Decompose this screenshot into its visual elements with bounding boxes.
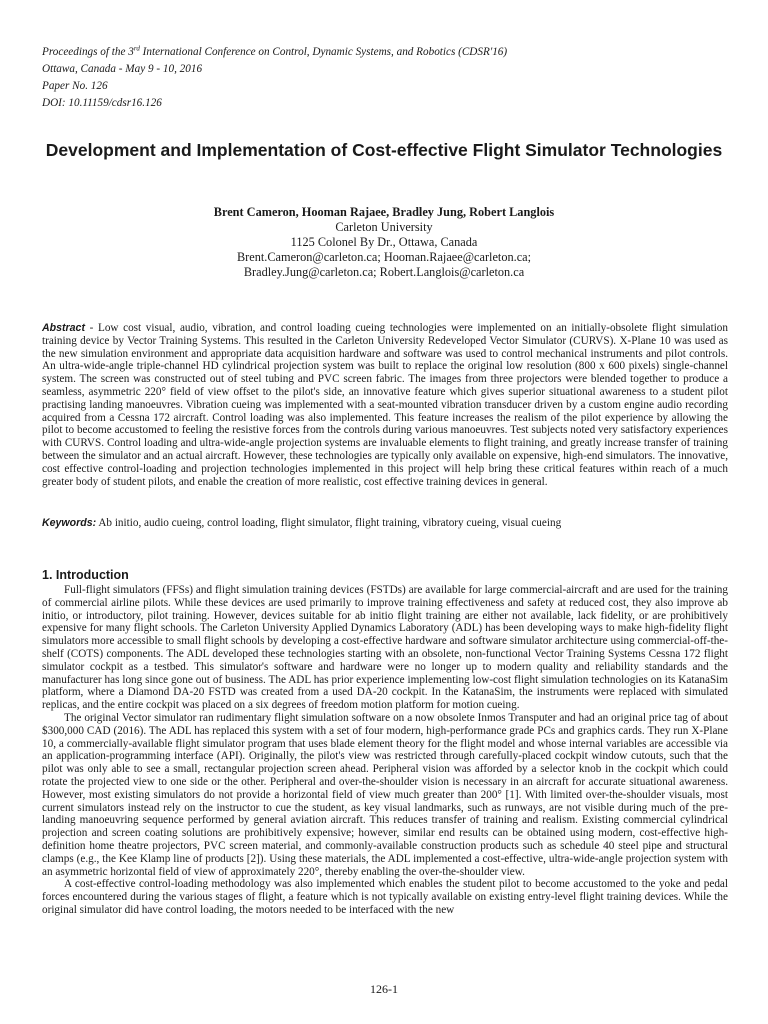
location-date-line: Ottawa, Canada - May 9 - 10, 2016 [42,63,203,75]
address: 1125 Colonel By Dr., Ottawa, Canada [290,235,478,249]
affiliation: Carleton University [335,220,433,234]
abstract-text: - Low cost visual, audio, vibration, and control loading cueing technologies were implemented on an initially-obsolete flight simulation training device by Vector Training Systems. This resulted in the Carleton University Redeveloped Vector Simulator (CURVS). X-Plane 10 was used as the new simulation environment and appropriate data acquisition hardware and software was used to control mechanical instruments and pilot controls. An ultra-wide-angle triple-channel HD cylindrical projection system was built to replace the original low resolution (800 x 600 pixels) single-channel system. The screen was constructed out of steel tubing and PVC screen fabric. The images from three projectors were blended together to produce a seamless, asymmetric 220° field of view offset to the pilot's side, an innovative feature which gives superior situational awareness to a student pilot practising landing manoeuvres. Vibration cueing was implemented with a seat-mounted vibration transducer driven by a custom engine audio recording acquired from a Cessna 172 aircraft. Control loading was also implemented. This feature increases the realism of the pilot experience by allowing the pilot to become accustomed to feeling the resistive forces from the controls during various manoeuvres. Test subjects noted very satisfactory experiences with CURVS. Control loading and ultra-wide-angle projection systems are invaluable elements to flight training, and greatly increase transfer of training between the simulator and an actual aircraft. However, these technologies are typically only available on expensive, high-end simulators. The innovative, cost effective control-loading and projection technologies implemented in this project will help bring these critical features within reach of a much greater body of student pilots, and enable the creation of more realistic, cost effective training devices in general. [42,322,728,488]
introduction-body [42,584,728,917]
author-block [40,205,728,280]
author-names: Brent Cameron, Hooman Rajaee, Bradley Jung, Robert Langlois [213,205,555,219]
paragraph: The original Vector simulator ran rudimentary flight simulation software on a now obsolete Inmos Transputer and had an original price tag of about $300,000 CAD (2016). The ADL has replaced this system with a set of four modern, high-performance grade PCs and graphics cards. They run X-Plane 10, a commercially-available flight simulator program that uses blade element theory for the flight model and whose internal variables are accessible via an application-programming interface (API). Originally, the pilot's view was restricted through carefully-placed cockpit window cutouts, such that the pilot was only able to see a small, rectangular projection screen ahead. Peripheral vision was afforded by a selector knob in the cockpit which could rotate the projected view to one side or the other. Peripheral and over-the-shoulder vision is necessary in an aircraft for accurate situational awareness. However, most existing simulators do not provide a horizontal field of view much greater than 200° [1]. With limited over-the-shoulder visuals, most current simulators instead rely on the instructor to cue the student, as key visual landmarks, such as runways, are not visible during much of the pre-landing manoeuvring sequence performed by general aviation aircraft. This reduces transfer of training and realism. Existing commercial cylindrical projection and screen coating solutions are prohibitively expensive; however, similar end results can be obtained using modern, cost-effective high-definition home theatre projectors, PVC screen material, and commonly-available construction products such as schedule 40 steel pipe and structural clamps (e.g., the Kee Klamp line of products [2]). Using these materials, the ADL implemented a cost-effective, ultra-wide-angle projection system with an asymmetric horizontal field of view of approximately 220°, thereby enabling the over-the-shoulder view. [42,711,728,878]
page-number: 126-1 [370,982,398,996]
abstract [42,322,728,488]
doi-line: DOI: 10.11159/cdsr16.126 [42,97,162,109]
abstract-label: Abstract [42,322,85,334]
paper-number-line: Paper No. 126 [42,80,108,92]
paragraph: A cost-effective control-loading methodology was also implemented which enables the student pilot to become accustomed to the yoke and pedal forces encountered during the various stages of flight, a feature which is not typically available on existing entry-level flight training devices. While the original simulator did have control loading, the motors needed to be interfaced with the new [42,878,728,916]
keywords-text: Ab initio, audio cueing, control loading, flight simulator, flight training, vibratory cueing, visual cueing [96,517,562,529]
ordinal-superscript: rd [133,44,140,53]
keywords [42,517,728,530]
emails-line-2: Bradley.Jung@carleton.ca; Robert.Langlois@carleton.ca [243,265,525,279]
proceedings-header [42,44,732,112]
conference-line [42,44,732,61]
keywords-label: Keywords: [42,517,97,529]
emails-line-1: Brent.Cameron@carleton.ca; Hooman.Rajaee@carleton.ca; [236,250,532,264]
conference-name-end: International Conference on Control, Dynamic Systems, and Robotics (CDSR'16) [139,46,508,58]
paragraph: Full-flight simulators (FFSs) and flight simulation training devices (FSTDs) are available for large commercial-aircraft and are used for the training of commercial airline pilots. While these devices are used primarily to improve training effectiveness and safety at reduced cost, they also improve ab initio, or introductory, pilot training. However, devices suitable for ab initio flight training are either not available, lack fidelity, or are prohibitively expensive for many flight schools. The Carleton University Applied Dynamics Laboratory (ADL) has been developing ways to make high-fidelity flight simulators more accessible to small flight schools by developing a cost-effective hardware and software simulator architecture using commercial-off-the-shelf (COTS) components. The ADL developed these technologies starting with an obsolete, non-functional Vector Training Systems Cessna 172 flight simulator cockpit as a testbed. This simulator's software and hardware were no longer up to modern quality and reliability standards and the manufacturer has long since gone out of business. The ADL has prior experience implementing low-cost flight simulation technologies on its KatanaSim platform, where a Diamond DA-20 FSTD was created from a used DA-20 cockpit. In the KatanaSim, the instruments were replaced with simulated replicas, and the entire cockpit was placed on a six degrees of freedom motion platform for motion cueing. [42,584,728,712]
paper-title: Development and Implementation of Cost-effective Flight Simulator Technologies [45,140,723,160]
conference-name-start: Proceedings of the 3 [42,46,134,58]
section-heading-introduction: 1. Introduction [42,568,129,582]
